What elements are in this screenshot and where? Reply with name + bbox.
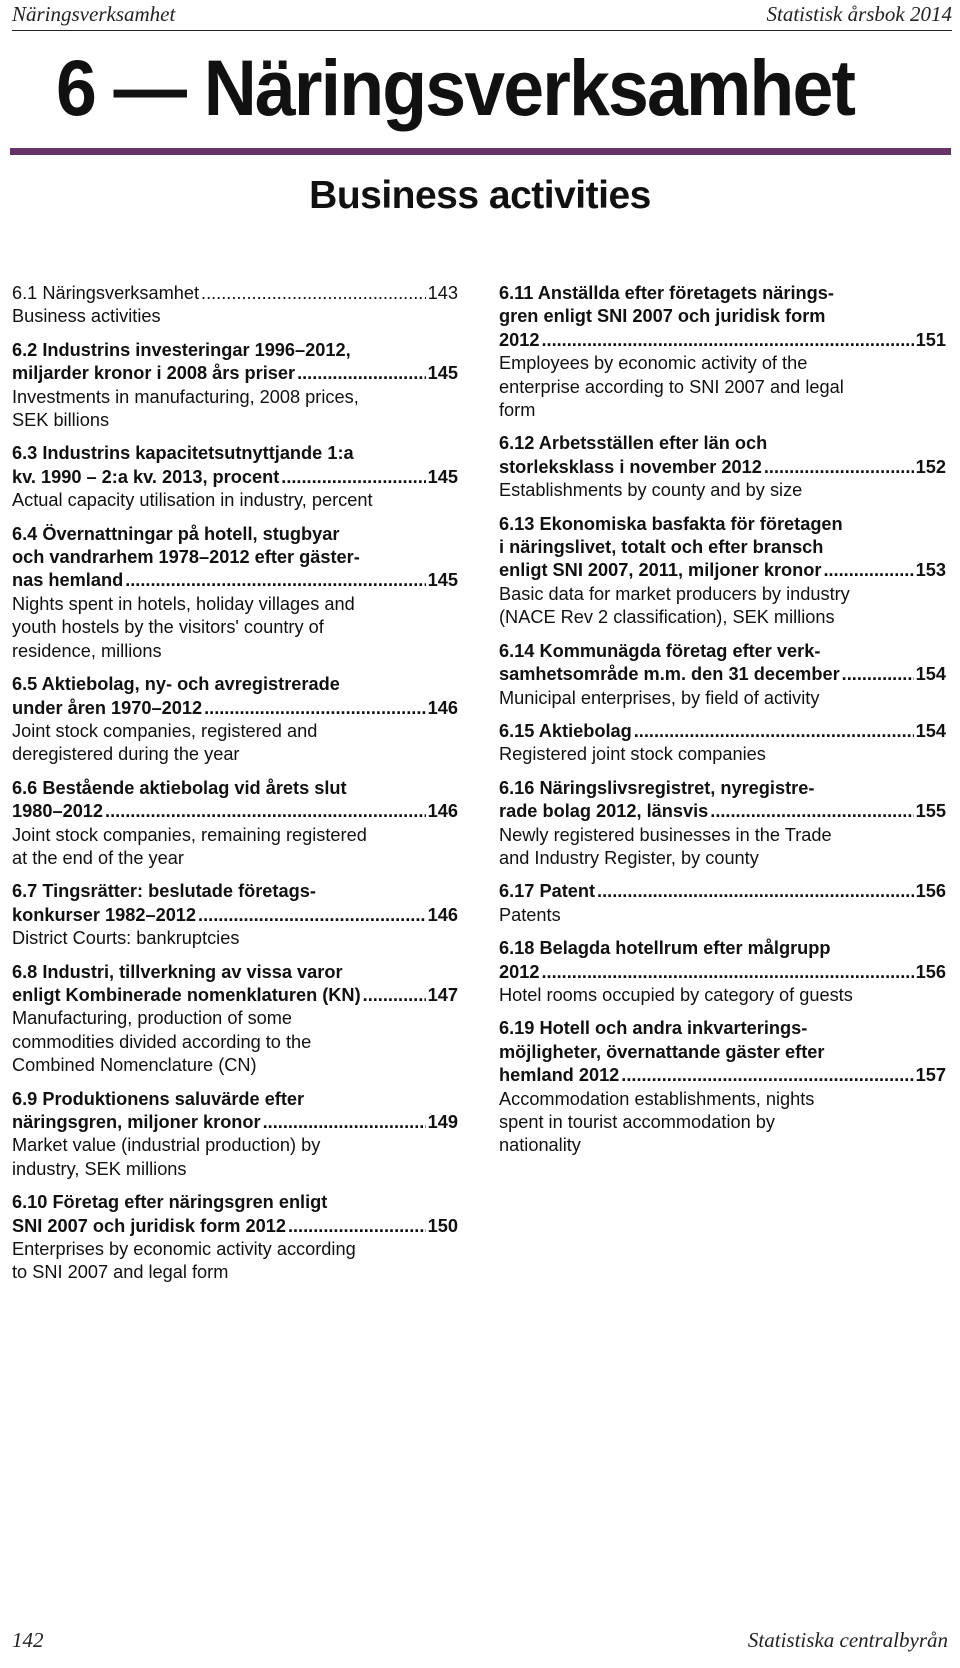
toc-entry-title-en xyxy=(499,984,946,1007)
footer-publisher: Statistiska centralbyrån xyxy=(747,1628,948,1652)
toc-entry-translation-line: Newly registered businesses in the Trade xyxy=(499,824,832,845)
toc-entry[interactable] xyxy=(499,720,946,767)
toc-entry-title-en xyxy=(499,583,946,630)
toc-entry-title-line: möjligheter, övernattande gäster efter xyxy=(499,1041,825,1062)
toc-entry-last-line xyxy=(499,559,946,582)
dot-leader xyxy=(288,1215,426,1238)
toc-entry-title-line: 6.10 Företag efter näringsgren enligt xyxy=(12,1192,328,1213)
toc-entry[interactable] xyxy=(12,339,458,433)
toc-entry-title-line: 6.15 Aktiebolag xyxy=(499,720,632,741)
toc-entry-title-line: 6.8 Industri, tillverkning av vissa varor xyxy=(12,961,343,982)
toc-entry-translation-line: Business activities xyxy=(12,306,161,327)
toc-entry-title-sv xyxy=(499,720,946,743)
toc-entry-title-line: 6.11 Anställda efter företagets närings- xyxy=(499,283,834,303)
toc-entry-translation-line: Registered joint stock companies xyxy=(499,744,766,765)
toc-entry-title-sv xyxy=(12,1191,458,1238)
toc-entry-title-line: hemland 2012 xyxy=(499,1065,620,1086)
chapter-title: 6 — Näringsverksamhet xyxy=(56,43,855,132)
toc-entry[interactable] xyxy=(12,777,458,871)
toc-entry-translation-line: Manufacturing, production of some xyxy=(12,1008,293,1029)
toc-entry-title-en xyxy=(12,489,458,512)
toc-entry-last-line xyxy=(499,800,946,823)
toc-entry[interactable] xyxy=(499,1017,946,1157)
toc-entry-translation-line: deregistered during the year xyxy=(12,744,240,765)
toc-entry-translation-line: Hotel rooms occupied by category of guests xyxy=(499,984,853,1005)
running-header xyxy=(12,0,952,31)
toc-entry-title-sv xyxy=(12,523,458,593)
toc-entry-translation-line: youth hostels by the visitors' country of xyxy=(12,617,324,638)
toc-page-number[interactable]: 146 xyxy=(427,904,458,925)
toc-entry-translation-line: industry, SEK millions xyxy=(12,1158,187,1179)
toc-entry-last-line xyxy=(12,1111,458,1134)
dot-leader xyxy=(263,1111,426,1134)
toc-entry[interactable] xyxy=(12,523,458,663)
toc-entry-title-line: 6.19 Hotell och andra inkvarterings- xyxy=(499,1018,808,1039)
toc-entry-translation-line: nationality xyxy=(499,1135,581,1156)
dot-leader xyxy=(597,880,914,903)
dot-leader xyxy=(621,1064,913,1087)
toc-entry-translation-line: (NACE Rev 2 classification), SEK millions xyxy=(499,607,835,628)
toc-entry-last-line xyxy=(12,984,458,1007)
toc-entry-translation-line: residence, millions xyxy=(12,640,162,661)
toc-page-number[interactable]: 149 xyxy=(427,1112,458,1132)
toc-entry[interactable] xyxy=(499,777,946,871)
toc-entry-last-line xyxy=(12,904,458,927)
toc-entry-title-line: 6.4 Övernattningar på hotell, stugbyar xyxy=(12,523,340,544)
toc-entry-last-line xyxy=(12,466,458,489)
toc-entry-title-line: rade bolag 2012, länsvis xyxy=(499,801,709,822)
toc-entry-title-line: 6.7 Tingsrätter: beslutade företags- xyxy=(12,881,316,902)
dot-leader xyxy=(823,559,913,582)
toc-entry-title-en xyxy=(12,1238,458,1285)
toc-entry-translation-line: commodities divided according to the xyxy=(12,1031,312,1052)
toc-page-number[interactable]: 145 xyxy=(427,466,458,487)
dot-leader xyxy=(764,456,914,479)
toc-entry-title-line: i näringslivet, totalt och efter bransch xyxy=(499,537,824,558)
toc-page-number[interactable]: 150 xyxy=(427,1215,458,1236)
toc-column-left xyxy=(12,282,458,1295)
toc-page-number[interactable]: 145 xyxy=(427,363,458,384)
toc-entry-title-sv xyxy=(499,1017,946,1087)
toc-entry-title-en xyxy=(499,687,946,710)
toc-entry-title-line: 6.18 Belagda hotellrum efter målgrupp xyxy=(499,938,831,959)
toc-entry-title-line: 1980–2012 xyxy=(12,801,104,822)
toc-entry-translation-line: Combined Nomenclature (CN) xyxy=(12,1055,257,1076)
toc-entry-title-sv xyxy=(12,1088,458,1135)
toc-page-number[interactable]: 154 xyxy=(915,664,946,685)
dot-leader xyxy=(842,663,914,686)
toc-page-number[interactable]: 146 xyxy=(427,801,458,822)
toc-entry[interactable] xyxy=(12,880,458,950)
toc-entry-title-en xyxy=(499,904,946,927)
toc-entry-title-sv xyxy=(12,282,458,305)
toc-entry-title-line: 6.9 Produktionens saluvärde efter xyxy=(12,1088,305,1109)
toc-entry-title-line: 6.16 Näringslivsregistret, nyregistre- xyxy=(499,777,815,798)
toc-entry[interactable] xyxy=(499,640,946,710)
toc-entry-title-sv xyxy=(499,432,946,479)
toc-entry-last-line xyxy=(12,362,458,385)
toc-entry-last-line xyxy=(499,880,946,903)
dot-leader xyxy=(297,362,426,385)
toc-entry-translation-line: Actual capacity utilisation in industry, percent xyxy=(12,490,373,511)
toc-page-number[interactable]: 154 xyxy=(915,720,946,741)
toc-entry-title-line: och vandrarhem 1978–2012 efter gäster- xyxy=(12,547,360,568)
toc-entry-title-sv xyxy=(12,961,458,1008)
toc-entry-title-en xyxy=(499,352,946,422)
toc-page-number[interactable]: 145 xyxy=(427,570,458,591)
toc-entry[interactable] xyxy=(12,282,458,329)
toc-entry-title-en xyxy=(499,479,946,502)
toc-entry-title-line: 6.5 Aktiebolag, ny- och avregistrerade xyxy=(12,674,340,695)
toc-entry-title-line: gren enligt SNI 2007 och juridisk form xyxy=(499,306,826,327)
toc-entry-title-line: under åren 1970–2012 xyxy=(12,697,203,718)
toc-entry-translation-line: to SNI 2007 and legal form xyxy=(12,1262,229,1283)
toc-entry-title-line: nas hemland xyxy=(12,570,124,591)
toc-entry-title-line: enligt SNI 2007, 2011, miljoner kronor xyxy=(499,560,822,581)
toc-entry-title-line: konkurser 1982–2012 xyxy=(12,904,197,925)
toc-entry-last-line xyxy=(499,720,946,743)
toc-entry-title-line: 6.14 Kommunägda företag efter verk- xyxy=(499,640,821,661)
toc-column-right xyxy=(499,282,946,1168)
toc-entry-title-en xyxy=(12,1134,458,1181)
toc-entry-title-line: 6.3 Industrins kapacitetsutnyttjande 1:a xyxy=(12,443,354,464)
toc-entry-title-line: 6.17 Patent xyxy=(499,881,596,902)
toc-entry-translation-line: Basic data for market producers by industry xyxy=(499,583,850,604)
toc-entry[interactable] xyxy=(12,1088,458,1182)
dot-leader xyxy=(281,466,425,489)
toc-entry-last-line xyxy=(499,1064,946,1087)
toc-entry-last-line xyxy=(499,961,946,984)
toc-entry-title-en xyxy=(12,386,458,433)
dot-leader xyxy=(634,720,914,743)
dot-leader xyxy=(198,904,426,927)
toc-entry-title-sv xyxy=(12,673,458,720)
dot-leader xyxy=(710,800,913,823)
toc-entry-title-line: 6.12 Arbetsställen efter län och xyxy=(499,433,768,454)
toc-entry-title-en xyxy=(12,305,458,328)
toc-entry-title-sv xyxy=(12,880,458,927)
toc-page-number[interactable]: 155 xyxy=(915,801,946,822)
toc-entry-title-line: 6.1 Näringsverksamhet xyxy=(12,283,200,303)
header-section-name: Näringsverksamhet xyxy=(12,2,176,26)
toc-entry-title-sv xyxy=(12,339,458,386)
dot-leader xyxy=(363,984,426,1007)
toc-entry-title-sv xyxy=(12,442,458,489)
toc-entry[interactable] xyxy=(12,442,458,512)
toc-entry-title-line: 6.6 Bestående aktiebolag vid årets slut xyxy=(12,777,347,798)
toc-entry-translation-line: Patents xyxy=(499,904,561,925)
toc-entry-translation-line: Joint stock companies, remaining registered xyxy=(12,824,367,845)
toc-entry-translation-line: Enterprises by economic activity according xyxy=(12,1239,356,1260)
toc-entry-translation-line: Market value (industrial production) by xyxy=(12,1135,321,1156)
toc-entry-translation-line: spent in tourist accommodation by xyxy=(499,1112,775,1132)
dot-leader xyxy=(541,961,913,984)
toc-entry-title-en xyxy=(499,1088,946,1158)
toc-entry-title-line: SNI 2007 och juridisk form 2012 xyxy=(12,1215,286,1236)
toc-page-number[interactable]: 156 xyxy=(915,961,946,982)
dot-leader xyxy=(204,697,426,720)
dot-leader xyxy=(105,800,426,823)
toc-entry-title-en xyxy=(12,927,458,950)
toc-entry[interactable] xyxy=(499,282,946,422)
toc-entry-title-line: miljarder kronor i 2008 års priser xyxy=(12,363,296,384)
toc-entry-translation-line: Establishments by county and by size xyxy=(499,480,803,501)
toc-entry[interactable] xyxy=(12,961,458,1078)
toc-entry-translation-line: and Industry Register, by county xyxy=(499,847,759,868)
toc-entry-translation-line: Municipal enterprises, by field of activity xyxy=(499,687,820,708)
toc-entry-last-line xyxy=(12,800,458,823)
toc-entry-title-en xyxy=(499,743,946,766)
toc-entry-title-sv xyxy=(499,777,946,824)
toc-entry-translation-line: enterprise according to SNI 2007 and legal xyxy=(499,376,844,397)
toc-entry-translation-line: Joint stock companies, registered and xyxy=(12,720,318,741)
toc-page-number[interactable]: 151 xyxy=(915,329,946,350)
footer-page-number: 142 xyxy=(12,1628,44,1652)
toc-entry-last-line xyxy=(12,282,458,305)
toc-entry-title-line: 2012 xyxy=(499,961,540,982)
toc-entry-last-line xyxy=(12,569,458,592)
toc-entry-translation-line: at the end of the year xyxy=(12,847,184,868)
toc-page-number[interactable]: 156 xyxy=(915,881,946,902)
toc-entry-translation-line: Nights spent in hotels, holiday villages and xyxy=(12,593,355,614)
toc-entry-title-line: 2012 xyxy=(499,329,540,350)
toc-entry-title-en xyxy=(12,593,458,663)
toc-entry[interactable] xyxy=(499,937,946,1007)
toc-entry-title-line: samhetsområde m.m. den 31 december xyxy=(499,664,840,685)
toc-entry-title-line: enligt Kombinerade nomenklaturen (KN) xyxy=(12,984,361,1005)
toc-entry-title-sv xyxy=(499,880,946,903)
toc-entry-last-line xyxy=(12,1215,458,1238)
toc-entry-title-line: storleksklass i november 2012 xyxy=(499,456,762,477)
toc-page-number[interactable]: 146 xyxy=(427,697,458,718)
dot-leader xyxy=(541,329,913,352)
toc-page-number[interactable]: 153 xyxy=(915,560,946,581)
toc-entry-title-sv xyxy=(499,640,946,687)
toc-entry-title-line: 6.13 Ekonomiska basfakta för företagen xyxy=(499,513,843,534)
toc-entry-title-line: näringsgren, miljoner kronor xyxy=(12,1112,261,1132)
toc-entry-translation-line: form xyxy=(499,400,536,421)
toc-entry-title-sv xyxy=(12,777,458,824)
dot-leader xyxy=(125,569,425,592)
toc-entry[interactable] xyxy=(499,432,946,502)
toc-page-number[interactable]: 152 xyxy=(915,456,946,477)
chapter-subtitle: Business activities xyxy=(309,174,651,217)
toc-entry-translation-line: Investments in manufacturing, 2008 prices, xyxy=(12,386,359,407)
toc-entry-last-line xyxy=(499,329,946,352)
toc-page-number[interactable]: 147 xyxy=(427,984,458,1005)
toc-entry-translation-line: Accommodation establishments, nights xyxy=(499,1088,815,1109)
toc-entry-title-en xyxy=(12,1007,458,1077)
toc-entry-title-sv xyxy=(499,937,946,984)
toc-entry-last-line xyxy=(499,456,946,479)
toc-page-number[interactable]: 157 xyxy=(915,1065,946,1086)
toc-entry-title-en xyxy=(12,824,458,871)
toc-entry[interactable] xyxy=(499,513,946,630)
toc-entry-last-line xyxy=(499,663,946,686)
toc-entry-title-sv xyxy=(499,513,946,583)
header-publication-title: Statistisk årsbok 2014 xyxy=(766,2,952,26)
toc-entry-translation-line: District Courts: bankruptcies xyxy=(12,928,240,949)
toc-entry-title-en xyxy=(12,720,458,767)
toc-entry[interactable] xyxy=(499,880,946,927)
toc-entry-title-sv xyxy=(499,282,946,352)
dot-leader xyxy=(201,282,426,305)
chapter-divider-bar xyxy=(10,148,951,155)
toc-entry[interactable] xyxy=(12,1191,458,1285)
toc-page-number[interactable]: 143 xyxy=(427,283,458,303)
toc-entry-last-line xyxy=(12,697,458,720)
toc-entry-title-line: 6.2 Industrins investeringar 1996–2012, xyxy=(12,339,351,360)
toc-entry-translation-line: SEK billions xyxy=(12,410,110,431)
toc-entry-title-line: kv. 1990 – 2:a kv. 2013, procent xyxy=(12,466,280,487)
toc-entry-title-en xyxy=(499,824,946,871)
toc-entry[interactable] xyxy=(12,673,458,767)
toc-entry-translation-line: Employees by economic activity of the xyxy=(499,353,808,374)
